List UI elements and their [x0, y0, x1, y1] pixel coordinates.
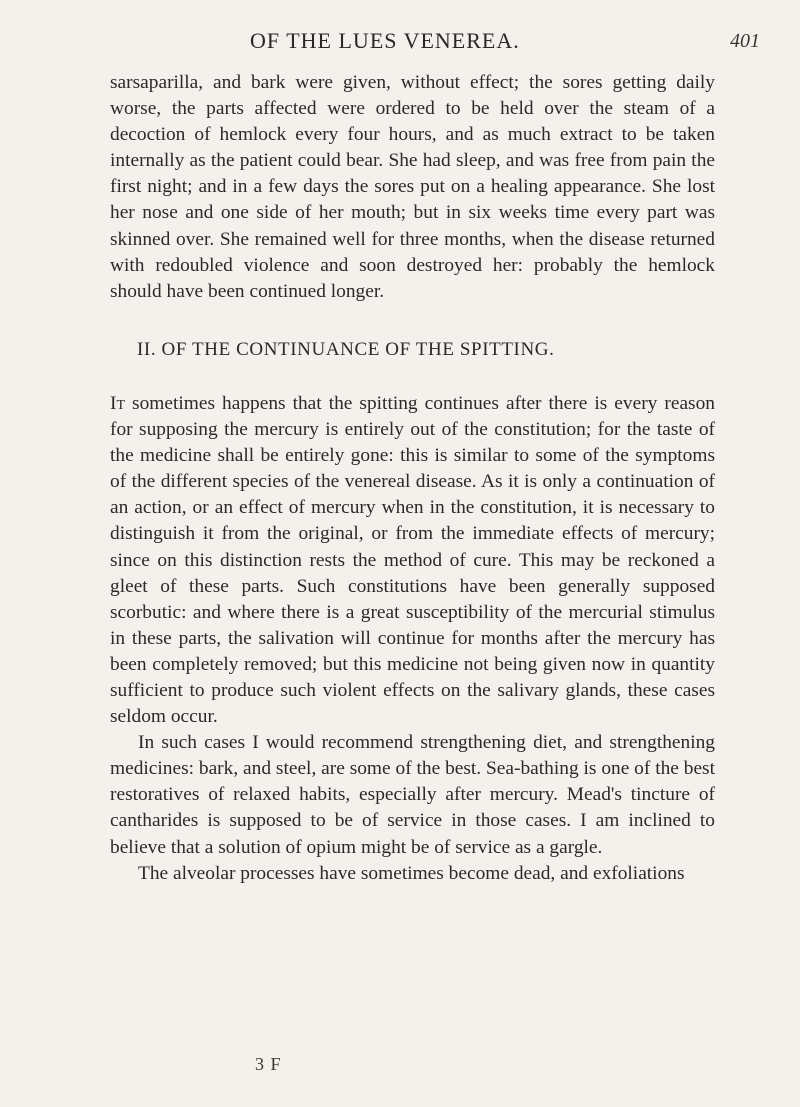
paragraph-continued: sarsaparilla, and bark were given, without effect; the sores getting daily worse, the parts affected were ordered to be held over the steam of a decoction of hemlock every four hours, and as much extract to be taken internally as the patient could bear. She had sleep, and was free from pain the first night; and in a few days the sores put on a healing appearance. She lost her nose and one side of her mouth; but in six weeks time every part was skinned over. She remained well for three months, when the disease returned with redoubled violence and soon destroyed her: probably the hemlock should have been continued longer.	[110, 72, 715, 302]
page-number: 401	[730, 30, 760, 52]
paragraph-alveolar: The alveolar processes have sometimes become dead, and exfoliations	[138, 862, 685, 884]
paragraph-recommendation: In such cases I would recommend strengthening diet, and strengthening medicines: bark, and steel, are some of the best. Sea-bathing is one of the best restoratives of relaxed habits, especially after mercury. Mead's tincture of cantharides is supposed to be of service in those cases. I am inclined to believe that a solution of opium might be of service as a gargle.	[110, 732, 715, 858]
running-title: OF THE LUES VENEREA.	[250, 28, 520, 53]
paragraph-initial-word: It	[110, 392, 126, 414]
section-heading: II. OF THE CONTINUANCE OF THE SPITTING.	[137, 338, 555, 360]
paragraph-spitting-text: sometimes happens that the spitting continues after there is every reason for supposing the mercury is entirely out of the constitution; for the taste of the medicine shall be entirely gone: this is similar to some of the symptoms of the different species of the venereal disease. As it is only a continuation of an action, or an effect of mercury when in the constitution, it is necessary to distinguish it from the original, or from the immediate effects of mercury; since on this distinction rests the method of cure. This may be reckoned a gleet of these parts. Such constitutions have been generally supposed scorbutic: and where there is a great susceptibility of the mercurial stimulus in these parts, the salivation will continue for months after the mercury has been completely removed; but this medicine not being given now in quantity sufficient to produce such violent effects on the salivary glands, these cases seldom occur.	[110, 392, 715, 728]
body-text	[110, 70, 715, 887]
signature-mark: 3 F	[255, 1054, 282, 1074]
running-head	[0, 28, 800, 64]
paragraph-spitting	[110, 391, 715, 730]
